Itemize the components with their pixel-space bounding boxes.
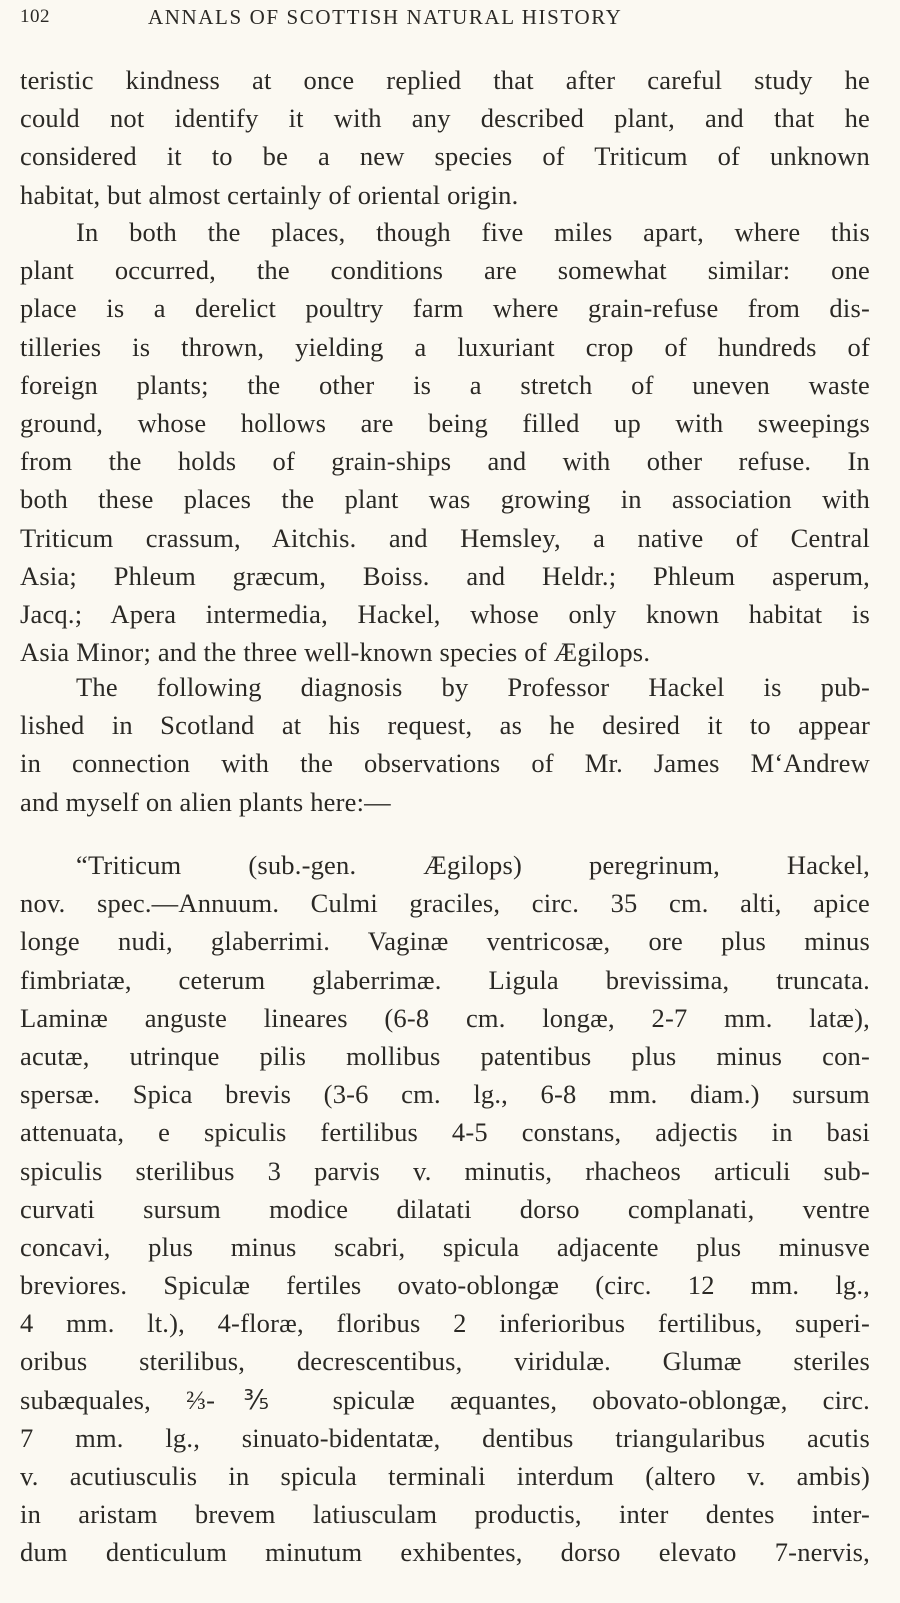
paragraph-2 bbox=[20, 213, 870, 671]
text-line: v. acutiusculis in spicula terminali interdum (altero v. ambis) bbox=[20, 1461, 870, 1491]
running-header bbox=[20, 2, 880, 32]
text-line: nov. spec.—Annuum. Culmi graciles, circ. 35 cm. alti, apice bbox=[20, 888, 870, 919]
text-line: both these places the plant was growing in association with bbox=[20, 484, 870, 515]
text-line: Laminæ anguste lineares (6-8 cm. longæ, 2-7 mm. latæ), bbox=[20, 1002, 870, 1033]
text-line: considered it to be a new species of Triticum of unknown bbox=[20, 141, 870, 172]
text-line: Jacq.; Apera intermedia, Hackel, whose only known habitat is bbox=[20, 598, 870, 629]
text-line: “Triticum (sub.-gen. Ægilops) peregrinum, Hackel, bbox=[76, 850, 870, 880]
text-line: spersæ. Spica brevis (3-6 cm. lg., 6-8 mm. diam.) sursum bbox=[20, 1079, 870, 1110]
text-line: in aristam brevem latiusculam productis, inter dentes inter- bbox=[20, 1499, 870, 1530]
text-line: attenuata, e spiculis fertilibus 4-5 constans, adjectis in basi bbox=[20, 1117, 870, 1148]
text-line: breviores. Spiculæ fertiles ovato-oblongæ (circ. 12 mm. lg., bbox=[20, 1270, 870, 1301]
text-line: tilleries is thrown, yielding a luxuriant crop of hundreds of bbox=[20, 331, 870, 362]
text-line: spiculis sterilibus 3 parvis v. minutis, rhacheos articuli sub- bbox=[20, 1155, 870, 1186]
text-line: plant occurred, the conditions are somewhat similar: one bbox=[20, 255, 870, 286]
text-line: Asia Minor; and the three well-known species of Ægilops. bbox=[20, 637, 651, 668]
text-line: 7 mm. lg., sinuato-bidentatæ, dentibus triangularibus acutis bbox=[20, 1422, 870, 1453]
text-line: teristic kindness at once replied that after careful study he bbox=[20, 65, 870, 95]
text-line: ground, whose hollows are being filled up with sweepings bbox=[20, 407, 870, 438]
paragraph-3 bbox=[20, 668, 870, 821]
text-line: acutæ, utrinque pilis mollibus patentibus plus minus con- bbox=[20, 1040, 870, 1071]
text-line: 4 mm. lt.), 4-floræ, floribus 2 inferioribus fertilibus, superi- bbox=[20, 1308, 870, 1339]
text-line: subæquales, ⅔-⅗ spiculæ æquantes, obovato-oblongæ, circ. bbox=[20, 1384, 870, 1415]
text-line: concavi, plus minus scabri, spicula adjacente plus minusve bbox=[20, 1231, 870, 1262]
text-line: from the holds of grain-ships and with other refuse. In bbox=[20, 446, 870, 477]
text-line: The following diagnosis by Professor Hackel is pub- bbox=[76, 672, 870, 702]
text-line: and myself on alien plants here:— bbox=[20, 786, 391, 817]
paragraph-1 bbox=[20, 61, 870, 214]
text-line: Triticum crassum, Aitchis. and Hemsley, a native of Central bbox=[20, 522, 870, 553]
text-line: lished in Scotland at his request, as he desired it to appear bbox=[20, 710, 870, 741]
text-line: fimbriatæ, ceterum glaberrimæ. Ligula brevissima, truncata. bbox=[20, 964, 870, 995]
text-line: dum denticulum minutum exhibentes, dorso elevato 7-nervis, bbox=[20, 1537, 870, 1568]
text-line: in connection with the observations of Mr. James M‘Andrew bbox=[20, 748, 870, 779]
journal-title: ANNALS OF SCOTTISH NATURAL HISTORY bbox=[148, 5, 623, 29]
text-line: longe nudi, glaberrimi. Vaginæ ventricosæ, ore plus minus bbox=[20, 926, 870, 957]
text-line: place is a derelict poultry farm where grain-refuse from dis- bbox=[20, 293, 870, 324]
paragraph-4-diagnosis bbox=[20, 846, 870, 1572]
text-line: foreign plants; the other is a stretch of uneven waste bbox=[20, 369, 870, 400]
text-line: Asia; Phleum græcum, Boiss. and Heldr.; Phleum asperum, bbox=[20, 560, 870, 591]
text-line: oribus sterilibus, decrescentibus, viridulæ. Glumæ steriles bbox=[20, 1346, 870, 1377]
text-line: In both the places, though five miles apart, where this bbox=[76, 217, 870, 247]
text-line: could not identify it with any described plant, and that he bbox=[20, 103, 870, 134]
text-line: curvati sursum modice dilatati dorso complanati, ventre bbox=[20, 1193, 870, 1224]
text-line: habitat, but almost certainly of oriental origin. bbox=[20, 179, 519, 210]
page-number: 102 bbox=[20, 6, 50, 27]
